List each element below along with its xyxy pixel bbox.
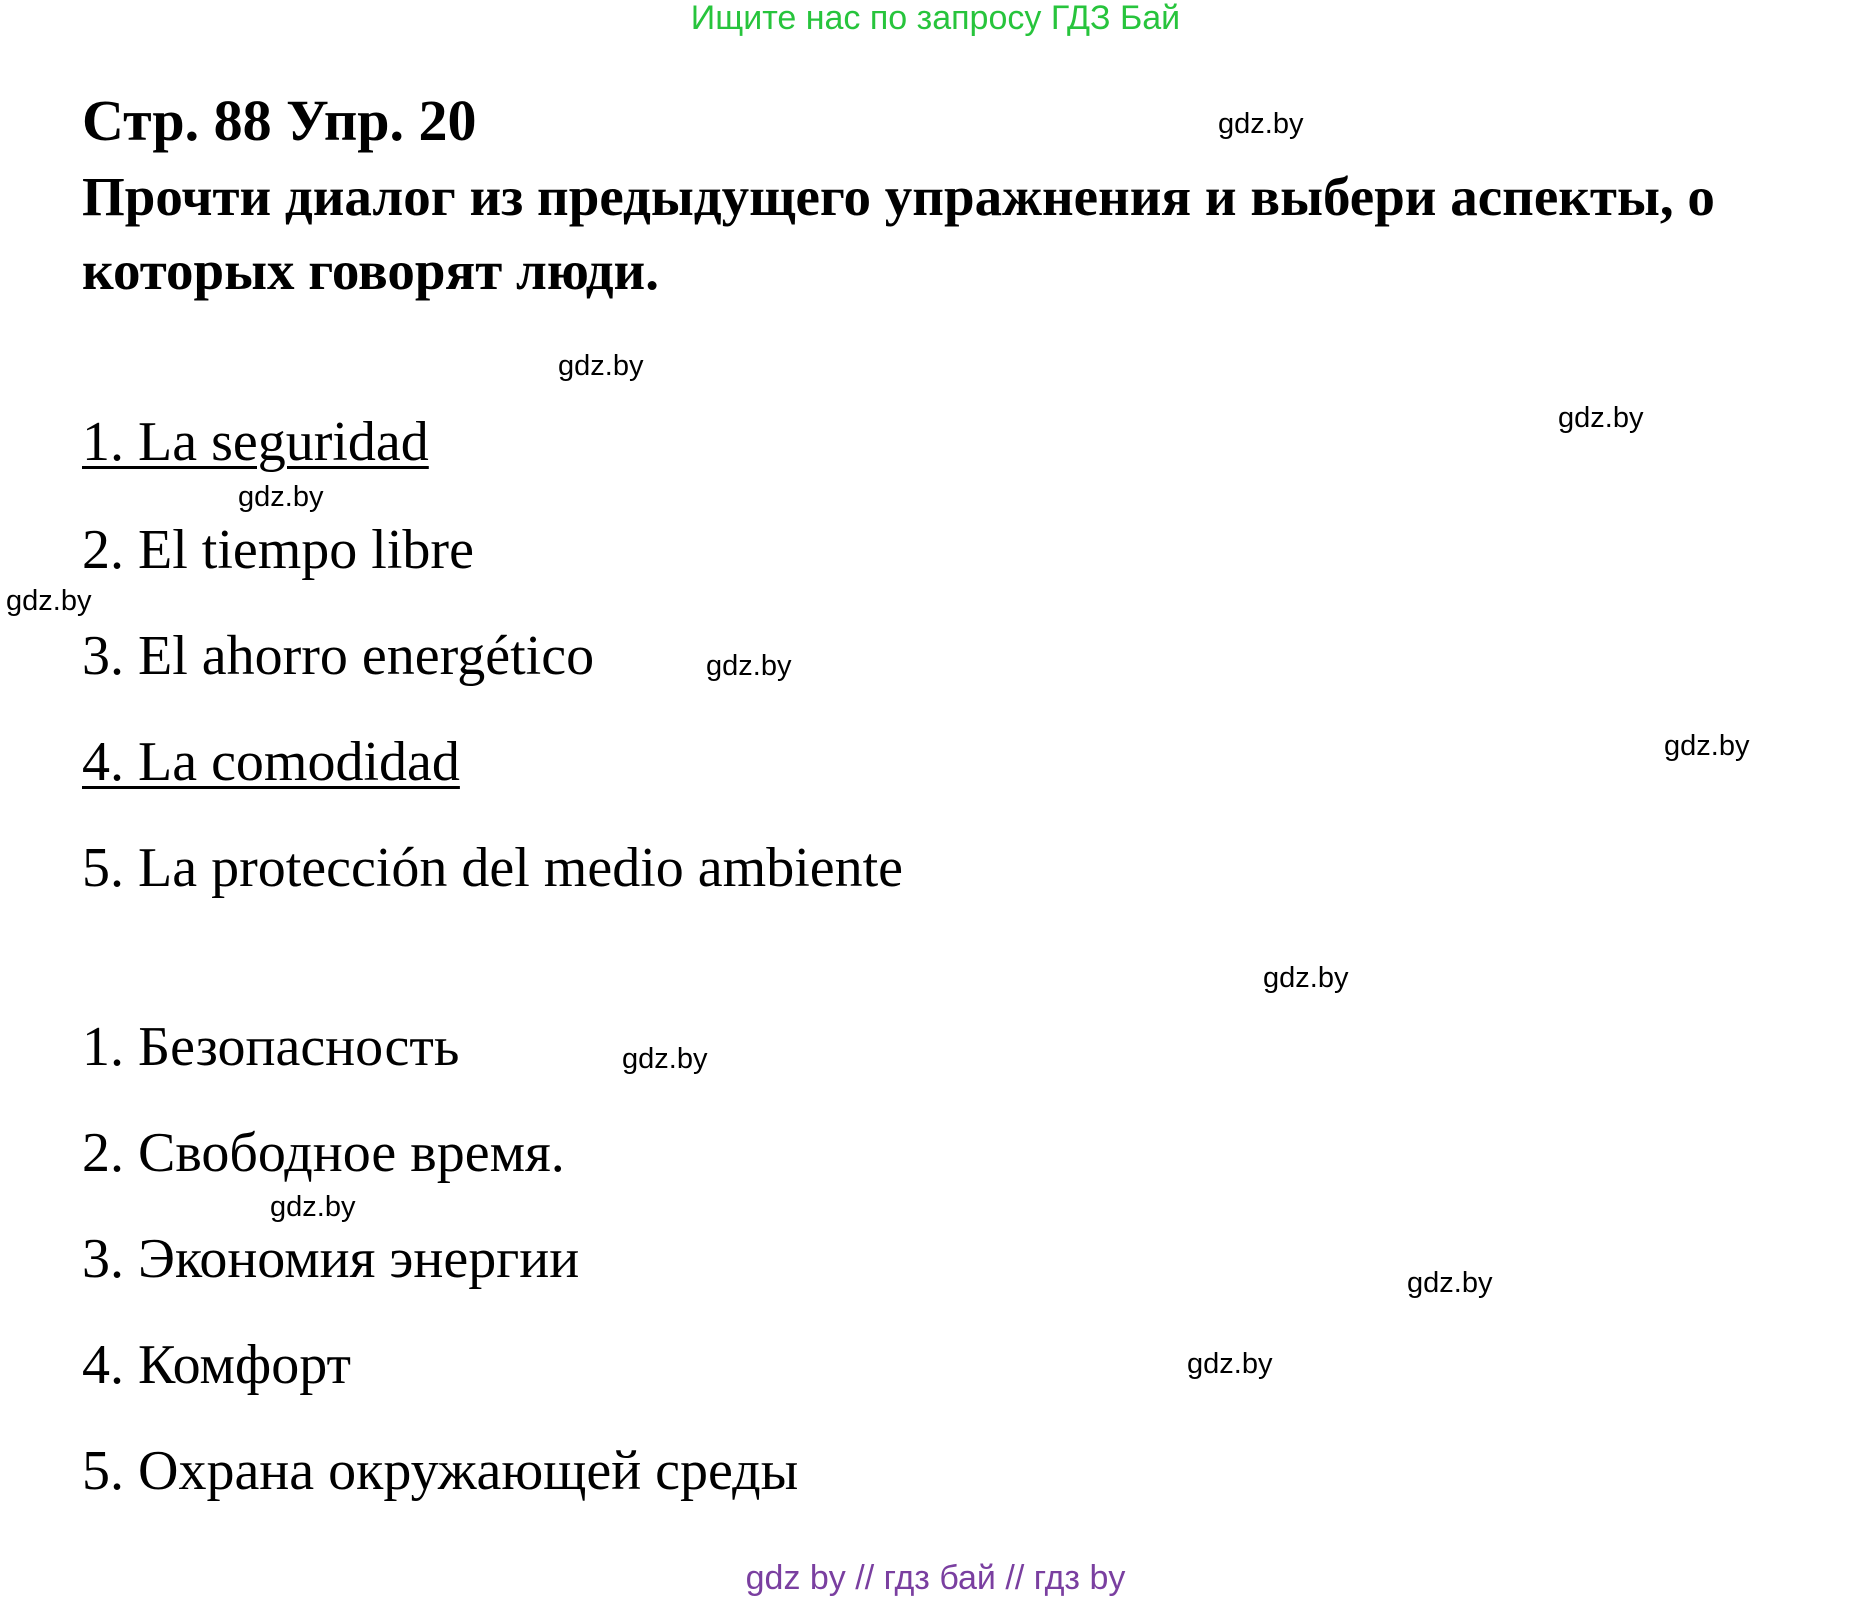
watermark: gdz.by bbox=[238, 481, 324, 513]
spanish-item-1: 1. La seguridad bbox=[82, 411, 429, 473]
spanish-item-2: 2. El tiempo libre bbox=[82, 519, 474, 581]
spanish-item-4: 4. La comodidad bbox=[82, 731, 460, 793]
watermark: gdz.by bbox=[1187, 1348, 1273, 1380]
watermark: gdz.by bbox=[706, 650, 792, 682]
russian-item-4: 4. Комфорт bbox=[82, 1334, 351, 1396]
footer-links: gdz by // гдз бай // гдз by bbox=[745, 1559, 1126, 1597]
watermark: gdz.by bbox=[1558, 402, 1644, 434]
spanish-item-3: 3. El ahorro energético bbox=[82, 625, 595, 687]
watermark: gdz.by bbox=[558, 350, 644, 382]
top-banner: Ищите нас по запросу ГДЗ Бай bbox=[690, 0, 1181, 37]
watermark: gdz.by bbox=[6, 585, 92, 617]
russian-item-5: 5. Охрана окружающей среды bbox=[82, 1440, 799, 1502]
watermark: gdz.by bbox=[270, 1191, 356, 1223]
watermark: gdz.by bbox=[1218, 108, 1304, 140]
russian-item-3: 3. Экономия энергии bbox=[82, 1228, 580, 1290]
task-instruction: Прочти диалог из предыдущего упражнения и выбери аспекты, о которых говорят люди. bbox=[82, 166, 1715, 301]
watermark: gdz.by bbox=[1664, 730, 1750, 762]
watermark: gdz.by bbox=[1263, 962, 1349, 994]
watermark: gdz.by bbox=[1407, 1267, 1493, 1299]
russian-item-2: 2. Свободное время. bbox=[82, 1122, 565, 1184]
russian-item-1: 1. Безопасность bbox=[82, 1016, 460, 1078]
watermark: gdz.by bbox=[622, 1043, 708, 1075]
spanish-item-5: 5. La protección del medio ambiente bbox=[82, 837, 904, 899]
page-title: Стр. 88 Упр. 20 bbox=[82, 88, 477, 153]
